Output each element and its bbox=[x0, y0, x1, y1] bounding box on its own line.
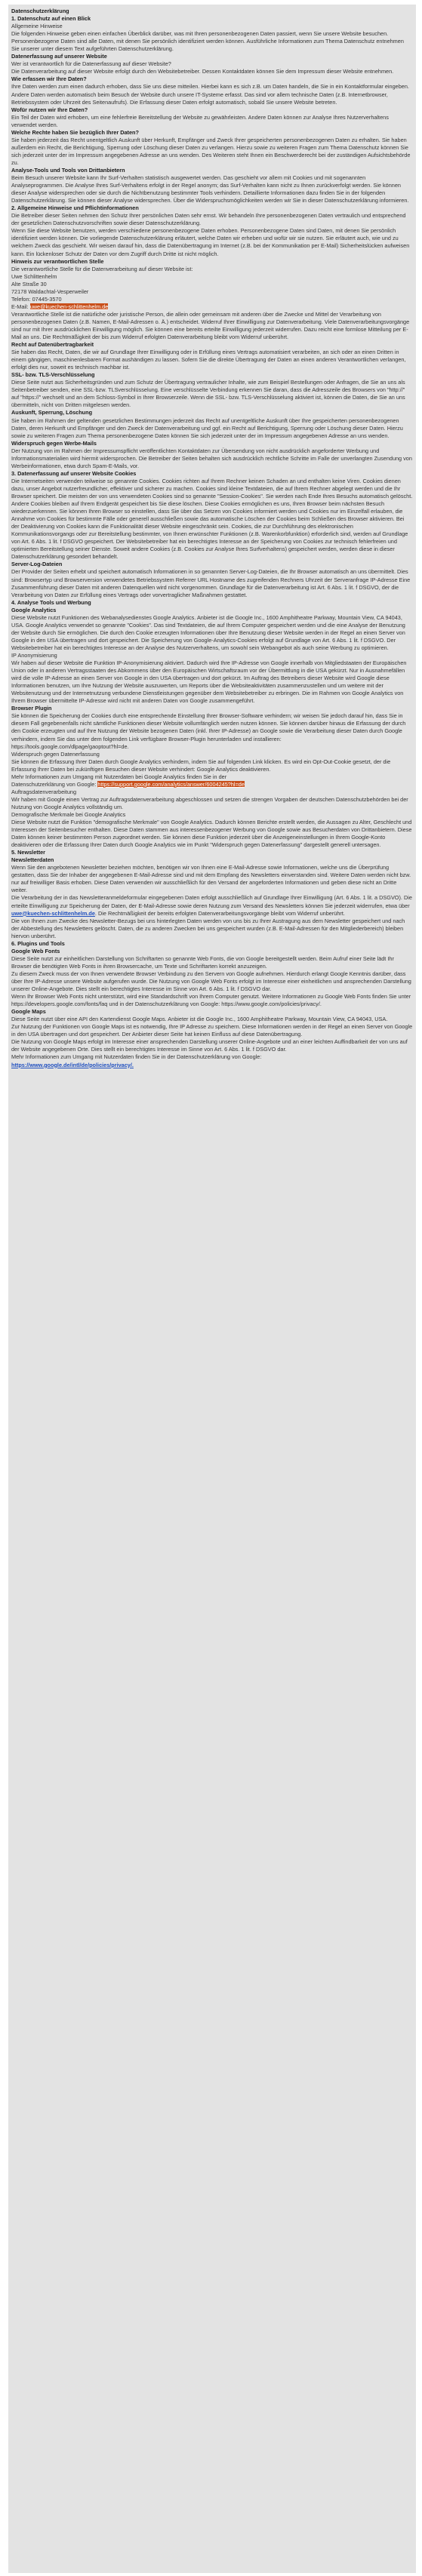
paragraph: Diese Seite nutzt zur einheitlichen Darstellung von Schriftarten so genannte Web Fonts, die von Google bereitgestellt werden. Beim Aufruf einer Seite lädt Ihr Browser die benötigten Web Fonts in ihren Browsercache, um Texte und Schriftarten korrekt anzuzeigen. bbox=[11, 954, 394, 970]
paragraph: Sie haben das Recht, Daten, die wir auf Grundlage Ihrer Einwilligung oder in Erfüllung eines Vertrags automatisiert verarbeiten, an sich oder an einen Dritten in einem gängigen, maschinenlesbaren Format aushändigen zu lassen. Sofern Sie die direkte Übertragung der Daten an einen anderen Verantwortlichen verlangen, erfolgt dies nur, soweit es technisch machbar ist. bbox=[11, 349, 406, 371]
section-heading: 5. Newsletter bbox=[11, 849, 46, 856]
paragraph: Der Provider der Seiten erhebt und speichert automatisch Informationen in so genannten Server-Log-Dateien, die Ihr Browser automatisch an uns übermittelt. Dies sind: Browsertyp und Browserversion verwendetes Betriebssystem Referrer URL Hostname des zugreifenden Rechners Uhrzeit der Serveranfrage IP-Adresse Eine Zusammenführung dieser Daten mit anderen Datenquellen wird nicht vorgenommen. Grundlage für die Datenverarbeitung ist Art. 6 Abs. 1 lit. f DSGVO, der die Verarbeitung von Daten zur Erfüllung eines Vertrags oder vorvertraglicher Maßnahmen gestattet. bbox=[11, 568, 411, 598]
paragraph: Der Nutzung von im Rahmen der Impressumspflicht veröffentlichten Kontaktdaten zur Übersendung von nicht ausdrücklich angeforderter Werbung und Informationsmaterialien wird hiermit widersprochen. Die Betreiber der Seiten behalten sich ausdrücklich rechtliche Schritte im Falle der unverlangten Zusendung von Werbeinformationen, etwa durch Spam-E-Mails, vor. bbox=[11, 447, 412, 469]
paragraph: Diese Website nutzt Funktionen des Webanalysedienstes Google Analytics. Anbieter ist die Google Inc., 1600 Amphitheatre Parkway, Mountain View, CA 94043, USA. Google Analytics verwendet so genannte "Cookies". Das sind Textdateien, die auf Ihrem Computer gespeichert werden und die eine Analyse der Benutzung der Website durch Sie ermöglichen. Die durch den Cookie erzeugten Informationen über Ihre Benutzung dieser Website werden in der Regel an einen Server von Google in den USA übertragen und dort gespeichert. Die Speicherung von Google-Analytics-Cookies erfolgt auf Grundlage von Art. 6 Abs. 1 lit. f DSGVO. Der Websitebetreiber hat ein berechtigtes Interesse an der Analyse des Nutzerverhaltens, um sowohl sein Webangebot als auch seine Werbung zu optimieren. bbox=[11, 613, 405, 651]
paragraph: Die Betreiber dieser Seiten nehmen den Schutz Ihrer persönlichen Daten sehr ernst. Wir behandeln Ihre personenbezogenen Daten vertraulich und entsprechend der gesetzlichen Datenschutzvorschriften sowie dieser Datenschutzerklärung. bbox=[11, 212, 406, 227]
paragraph: Die folgenden Hinweise geben einen einfachen Überblick darüber, was mit Ihren personenbezogenen Daten passiert, wenn Sie unsere Website besuchen. Personenbezogene Daten sind alle Daten, mit denen Sie persönlich identifiziert werden können. Ausführliche Informationen zum Thema Datenschutz entnehmen Sie unserer unter diesem Text aufgeführten Datenschutzerklärung. bbox=[11, 30, 404, 53]
paragraph: Demografische Merkmale bei Google Analytics bbox=[11, 810, 126, 818]
paragraph: Mehr Informationen zum Umgang mit Nutzerdaten bei Google Analytics finden Sie in der bbox=[11, 773, 227, 780]
section-heading: Datenerfassung auf unserer Website bbox=[11, 53, 107, 60]
paragraph: https://tools.google.com/dlpage/gaoptout?hl=de. bbox=[11, 742, 129, 750]
section-heading: Recht auf Datenübertragbarkeit bbox=[11, 341, 94, 349]
paragraph: Die Internetseiten verwenden teilweise so genannte Cookies. Cookies richten auf Ihrem Rechner keinen Schaden an und enthalten keine Viren. Cookies dienen dazu, unser Angebot nutzerfreundlicher, effektiver und sicherer zu machen. Cookies sind kleine Textdateien, die auf Ihrem Rechner abgelegt werden und die Ihr Browser speichert. Die meisten der von uns verwendeten Cookies sind so genannte "Session-Cookies". Sie werden nach Ende Ihres Besuchs automatisch gelöscht. Andere Cookies bleiben auf Ihrem Endgerät gespeichert bis Sie diese löschen. Diese Cookies ermöglichen es uns, Ihren Browser beim nächsten Besuch wiederzuerkennen. Sie können Ihren Browser so einstellen, dass Sie über das Setzen von Cookies informiert werden und Cookies nur im Einzelfall erlauben, die Annahme von Cookies für bestimmte Fälle oder generell ausschließen sowie das automatische Löschen der Cookies beim Schließen des Browser aktivieren. Bei der Deaktivierung von Cookies kann die Funktionalität dieser Website eingeschränkt sein. Cookies, die zur Durchführung des elektronischen Kommunikationsvorgangs oder zur Bereitstellung bestimmter, von Ihnen erwünschter Funktionen (z.B. Warenkorbfunktion) erforderlich sind, werden auf Grundlage von Art. 6 Abs. 1 lit. f DSGVO gespeichert. Der Websitebetreiber hat ein berechtigtes Interesse an der Speicherung von Cookies zur technisch fehlerfreien und optimierten Bereitstellung seiner Dienste. Soweit andere Cookies (z.B. Cookies zur Analyse Ihres Surfverhaltens) gespeichert werden, werden diese in dieser Datenschutzerklärung gesondert behandelt. bbox=[11, 477, 413, 561]
paragraph: Uwe Schlittenhelm bbox=[11, 272, 57, 280]
paragraph: Wenn Sie diese Website benutzen, werden verschiedene personenbezogene Daten erhoben. Personenbezogene Daten sind Daten, mit denen Sie persönlich identifiziert werden können. Die vorliegende Datenschutzerklärung erläutert, welche Daten wir erheben und wofür wir sie nutzen. Sie erläutert auch, wie und zu welchem Zweck das geschieht. Wir weisen darauf hin, dass die Datenübertragung im Internet (z.B. bei der Kommunikation per E-Mail) Sicherheitslücken aufweisen kann. Ein lückenloser Schutz der Daten vor dem Zugriff durch Dritte ist nicht möglich. bbox=[11, 227, 410, 257]
paragraph: Ihre Daten werden zum einen dadurch erhoben, dass Sie uns diese mitteilen. Hierbei kann es sich z.B. um Daten handeln, die Sie in ein Kontaktformular eingeben. Andere Daten werden automatisch beim Besuch der Website durch unsere IT-Systeme erfasst. Das sind vor allem technische Daten (z.B. Internetbrowser, Betriebssystem oder Uhrzeit des Seitenaufrufs). Die Erfassung dieser Daten erfolgt automatisch, sobald Sie unsere Website betreten. bbox=[11, 83, 409, 106]
paragraph: Wenn Sie den angebotenen Newsletter beziehen möchten, benötigen wir von Ihnen eine E-Mail-Adresse sowie Informationen, welche uns die Überprüfung gestatten, dass Sie der Inhaber der angegebenen E-Mail-Adresse sind und mit dem Empfang des Newsletters einverstanden sind. Weitere Daten werden nicht bzw. nur auf freiwilliger Basis erhoben. Diese Daten verwenden wir ausschließlich für den Versand der angeforderten Informationen und geben diese nicht an Dritte weiter. bbox=[11, 864, 411, 894]
section-heading: Wie erfassen wir Ihre Daten? bbox=[11, 75, 87, 83]
section-heading: Newsletterdaten bbox=[11, 856, 54, 864]
paragraph-text: . Die Rechtmäßigkeit der bereits erfolgten Datenverarbeitungsvorgänge bleibt vom Widerruf unberührt. bbox=[94, 909, 345, 917]
paragraph: Allgemeine Hinweise bbox=[11, 23, 63, 30]
paragraph: Die Datenverarbeitung auf dieser Website erfolgt durch den Websitebetreiber. Dessen Kontaktdaten können Sie dem Impressum dieser Website entnehmen. bbox=[11, 68, 394, 75]
paragraph: Ein Teil der Daten wird erhoben, um eine fehlerfreie Bereitstellung der Website zu gewährleisten. Andere Daten können zur Analyse Ihres Nutzerverhaltens verwendet werden. bbox=[11, 113, 389, 128]
paragraph: Die Nutzung von Google Maps erfolgt im Interesse einer ansprechenden Darstellung unserer Online-Angebote und an einer leichten Auffindbarkeit der von uns auf der Website angegebenen Orte. Dies stellt ein berechtigtes Interesse im Sinne von Art. 6 Abs. 1 lit. f DSGVO dar. bbox=[11, 1038, 408, 1053]
paragraph: Telefon: 07445-3570 bbox=[11, 295, 62, 303]
paragraph: Wenn Ihr Browser Web Fonts nicht unterstützt, wird eine Standardschrift von Ihrem Computer genutzt. Weitere Informationen zu Google Web Fonts finden Sie unter https://developers.google.com/fonts/faq und in der Datenschutzerklärung von Google: https://www.google.com/policies/privacy/. bbox=[11, 993, 411, 1008]
paragraph: Die verantwortliche Stelle für die Datenverarbeitung auf dieser Website ist: bbox=[11, 265, 193, 272]
section-heading: Hinweis zur verantwortlichen Stelle bbox=[11, 257, 104, 265]
paragraph: IP Anonymisierung bbox=[11, 651, 57, 659]
section-heading: Datenschutzerklärung bbox=[11, 8, 69, 14]
section-heading: Google Analytics bbox=[11, 606, 57, 613]
section-heading: Analyse-Tools und Tools von Drittanbietern bbox=[11, 166, 125, 174]
email-label: E-Mail: bbox=[11, 303, 30, 310]
section-heading: Auskunft, Sperrung, Löschung bbox=[11, 409, 93, 417]
section-heading: Server-Log-Dateien bbox=[11, 561, 63, 568]
paragraph: Widerspruch gegen Datenerfassung bbox=[11, 750, 100, 758]
section-heading: 4. Analyse Tools und Werbung bbox=[11, 598, 91, 606]
paragraph: Diese Website nutzt die Funktion "demografische Merkmale" von Google Analytics. Dadurch können Berichte erstellt werden, die Aussagen zu Alter, Geschlecht und Interessen der Seitenbesucher enthalten. Diese Daten stammen aus interessenbezogener Werbung von Google sowie aus Besucherdaten von Drittanbietern. Diese Daten können keiner bestimmten Person zugeordnet werden. Sie können diese Funktion jederzeit über die Anzeigeneinstellungen in Ihrem Google-Konto deaktivieren oder die Erfassung Ihrer Daten durch Google Analytics wie im Punkt "Widerspruch gegen Datenerfassung" dargestellt generell untersagen. bbox=[11, 819, 412, 849]
paragraph: Zur Nutzung der Funktionen von Google Maps ist es notwendig, Ihre IP Adresse zu speichern. Diese Informationen werden in der Regel an einen Server von Google in den USA übertragen und dort gespeichert. Der Anbieter dieser Seite hat keinen Einfluss auf diese Datenübertragung. bbox=[11, 1023, 413, 1038]
section-heading: Welche Rechte haben Sie bezüglich Ihrer Daten? bbox=[11, 128, 139, 136]
email-line bbox=[11, 303, 413, 311]
section-heading: Google Maps bbox=[11, 1008, 46, 1016]
google-privacy-url[interactable]: https://www.google.de/intl/de/policies/privacy/. bbox=[11, 1061, 134, 1068]
paragraph: Wir haben auf dieser Website die Funktion IP-Anonymisierung aktiviert. Dadurch wird Ihre IP-Adresse von Google innerhalb von Mitgliedstaaten der Europäischen Union oder in anderen Vertragsstaaten des Abkommens über den Europäischen Wirtschaftsraum vor der Übermittlung in die USA gekürzt. Nur in Ausnahmefällen wird die volle IP-Adresse an einen Server von Google in den USA übertragen und dort gekürzt. Im Auftrag des Betreibers dieser Website wird Google diese Informationen benutzen, um Ihre Nutzung der Website auszuwerten, um Reports über die Websiteaktivitäten zusammenzustellen und um weitere mit der Websitenutzung und der Internetnutzung verbundene Dienstleistungen gegenüber dem Websitebetreiber zu erbringen. Die im Rahmen von Google Analytics von Ihrem Browser übermittelte IP-Adresse wird nicht mit anderen Daten von Google zusammengeführt. bbox=[11, 659, 407, 705]
paragraph: Diese Seite nutzt aus Sicherheitsgründen und zum Schutz der Übertragung vertraulicher Inhalte, wie zum Beispiel Bestellungen oder Anfragen, die Sie an uns als Seitenbetreiber senden, eine SSL-bzw. TLSverschlüsselung. Eine verschlüsselte Verbindung erkennen Sie daran, dass die Adresszeile des Browsers von "http://" auf "https://" wechselt und an dem Schloss-Symbol in Ihrer Browserzeile. Wenn die SSL- bzw. TLS-Verschlüsselung aktiviert ist, können die Daten, die Sie an uns übermitteln, nicht von Dritten mitgelesen werden. bbox=[11, 379, 405, 409]
google-analytics-privacy-link[interactable]: https://support.google.com/analytics/answer/6004245?hl=de bbox=[97, 780, 245, 788]
section-heading: Google Web Fonts bbox=[11, 947, 60, 954]
section-heading: SSL- bzw. TLS-Verschlüsselung bbox=[11, 371, 95, 379]
paragraph: Beim Besuch unserer Website kann Ihr Surf-Verhalten statistisch ausgewertet werden. Das geschieht vor allem mit Cookies und mit sogenannten Analyseprogrammen. Die Analyse Ihres Surf-Verhaltens erfolgt in der Regel anonym; das Surf-Verhalten kann nicht zu Ihnen zurückverfolgt werden. Sie können dieser Analyse widersprechen oder sie durch die Nichtbenutzung bestimmter Tools verhindern. Detaillierte Informationen dazu finden Sie in der folgenden Datenschutzerklärung. Sie können dieser Analyse widersprechen. Über die Widerspruchsmöglichkeiten werden wir Sie in dieser Datenschutzerklärung informieren. bbox=[11, 174, 409, 204]
paragraph: Sie haben jederzeit das Recht unentgeltlich Auskunft über Herkunft, Empfänger und Zweck Ihrer gespeicherten personenbezogenen Daten zu erhalten. Sie haben außerdem ein Recht, die Berichtigung, Sperrung oder Löschung dieser Daten zu verlangen. Hierzu sowie zu weiteren Fragen zum Thema Datenschutz können Sie sich jederzeit unter der im Impressum angegebenen Adresse an uns wenden. Des Weiteren steht Ihnen ein Beschwerderecht bei der zuständigen Aufsichtsbehörde zu. bbox=[11, 136, 411, 166]
paragraph-text: Die Verarbeitung der in das Newsletteranmeldeformular eingegebenen Daten erfolgt ausschließlich auf Grundlage Ihrer Einwilligung (Art. 6 Abs. 1 lit. a DSGVO). Die erteilte Einwilligung zur Speicherung der Daten, der E-Mail-Adresse sowie deren Nutzung zum Versand des Newsletters können Sie jederzeit widerrufen, etwa über bbox=[11, 894, 412, 909]
paragraph: Alte Straße 30 bbox=[11, 280, 47, 287]
privacy-policy-text bbox=[8, 5, 416, 2573]
paragraph: 72178 Waldachtal-Vesperweiler bbox=[11, 287, 89, 295]
privacy-link-line bbox=[11, 781, 413, 788]
section-heading: 3. Datenerfassung auf unserer Website Cookies bbox=[11, 469, 137, 477]
link-label: Datenschutzerklärung von Google: bbox=[11, 780, 98, 788]
paragraph: Mehr Informationen zum Umgang mit Nutzerdaten finden Sie in der Datenschutzerklärung von Google: bbox=[11, 1053, 262, 1061]
paragraph: Sie haben im Rahmen der geltenden gesetzlichen Bestimmungen jederzeit das Recht auf unentgeltliche Auskunft über Ihre gespeicherten personenbezogenen Daten, deren Herkunft und Empfänger und den Zweck der Datenverarbeitung und ggf. ein Recht auf Berichtigung, Sperrung oder Löschung dieser Daten. Hierzu sowie zu weiteren Fragen zum Thema personenbezogene Daten können Sie sich jederzeit unter der im Impressum angegebenen Adresse an uns wenden. bbox=[11, 417, 403, 439]
section-heading: 6. Plugins und Tools bbox=[11, 939, 65, 947]
email-link[interactable]: uwe@kuechen-schlittenhelm.de bbox=[11, 909, 95, 917]
paragraph: Auftragsdatenverarbeitung bbox=[11, 788, 76, 795]
paragraph: Verantwortliche Stelle ist die natürliche oder juristische Person, die allein oder gemeinsam mit anderen über die Zwecke und Mittel der Verarbeitung von personenbezogenen Daten (z.B. Namen, E-Mail-Adressen o. Ä.) entscheidet. Widerruf Ihrer Einwilligung zur Datenverarbeitung. Viele Datenverarbeitungsvorgänge sind nur mit Ihrer ausdrücklichen Einwilligung möglich. Sie können eine bereits erteilte Einwilligung jederzeit widerrufen. Dazu reicht eine formlose Mitteilung per E-Mail an uns. Die Rechtmäßigkeit der bis zum Widerruf erfolgten Datenverarbeitung bleibt vom Widerruf unberührt. bbox=[11, 310, 410, 341]
section-heading: 2. Allgemeine Hinweise und Pflichtinformationen bbox=[11, 204, 139, 212]
section-heading: Browser Plugin bbox=[11, 705, 52, 712]
paragraph bbox=[11, 894, 413, 917]
paragraph: Sie können die Erfassung Ihrer Daten durch Google Analytics verhindern, indem Sie auf folgenden Link klicken. Es wird ein Opt-Out-Cookie gesetzt, der die Erfassung Ihrer Daten bei zukünftigen Besuchen dieser Website verhindert: Google Analytics deaktivieren. bbox=[11, 758, 391, 773]
paragraph: Diese Seite nutzt über eine API den Kartendienst Google Maps. Anbieter ist die Google Inc., 1600 Amphitheatre Parkway, Mountain View, CA 94043, USA. bbox=[11, 1016, 388, 1023]
email-link[interactable]: uwe@kuechen-schlittenhelm.de bbox=[29, 303, 109, 310]
paragraph: Wer ist verantwortlich für die Datenerfassung auf dieser Website? bbox=[11, 60, 171, 68]
google-privacy-link[interactable] bbox=[11, 1062, 413, 1069]
section-heading: 1. Datenschutz auf einen Blick bbox=[11, 15, 91, 23]
section-heading: Widerspruch gegen Werbe-Mails bbox=[11, 439, 97, 447]
paragraph: Wir haben mit Google einen Vertrag zur Auftragsdatenverarbeitung abgeschlossen und setzen die strengen Vorgaben der deutschen Datenschutzbehörden bei der Nutzung von Google Analytics vollständig um. bbox=[11, 795, 408, 810]
paragraph: Zu diesem Zweck muss der von Ihnen verwendete Browser Verbindung zu den Servern von Google aufnehmen. Hierdurch erlangt Google Kenntnis darüber, dass über Ihre IP-Adresse unsere Website aufgerufen wurde. Die Nutzung von Google Web Fonts erfolgt im Interesse einer einheitlichen und ansprechenden Darstellung unserer Online-Angebote. Dies stellt ein berechtigtes Interesse im Sinne von Art. 6 Abs. 1 lit. f DSGVO dar. bbox=[11, 970, 411, 993]
section-heading: Wofür nutzen wir Ihre Daten? bbox=[11, 106, 88, 113]
paragraph: Die von Ihnen zum Zwecke des Newsletter-Bezugs bei uns hinterlegten Daten werden von uns bis zu Ihrer Austragung aus dem Newsletter gespeichert und nach der Abbestellung des Newsletters gelöscht. Daten, die zu anderen Zwecken bei uns gespeichert wurden (z.B. E-Mail-Adressen für den Mitgliederbereich) bleiben hiervon unberührt. bbox=[11, 917, 405, 939]
paragraph: Sie können die Speicherung der Cookies durch eine entsprechende Einstellung Ihrer Browser-Software verhindern; wir weisen Sie jedoch darauf hin, dass Sie in diesem Fall gegebenenfalls nicht sämtliche Funktionen dieser Website vollumfänglich werden nutzen können. Sie können darüber hinaus die Erfassung der durch den Cookie erzeugten und auf Ihre Nutzung der Website bezogenen Daten (inkl. Ihrer IP-Adresse) an Google sowie die Verarbeitung dieser Daten durch Google verhindern, indem Sie das unter dem folgenden Link verfügbare Browser-Plugin herunterladen und installieren: bbox=[11, 712, 406, 742]
